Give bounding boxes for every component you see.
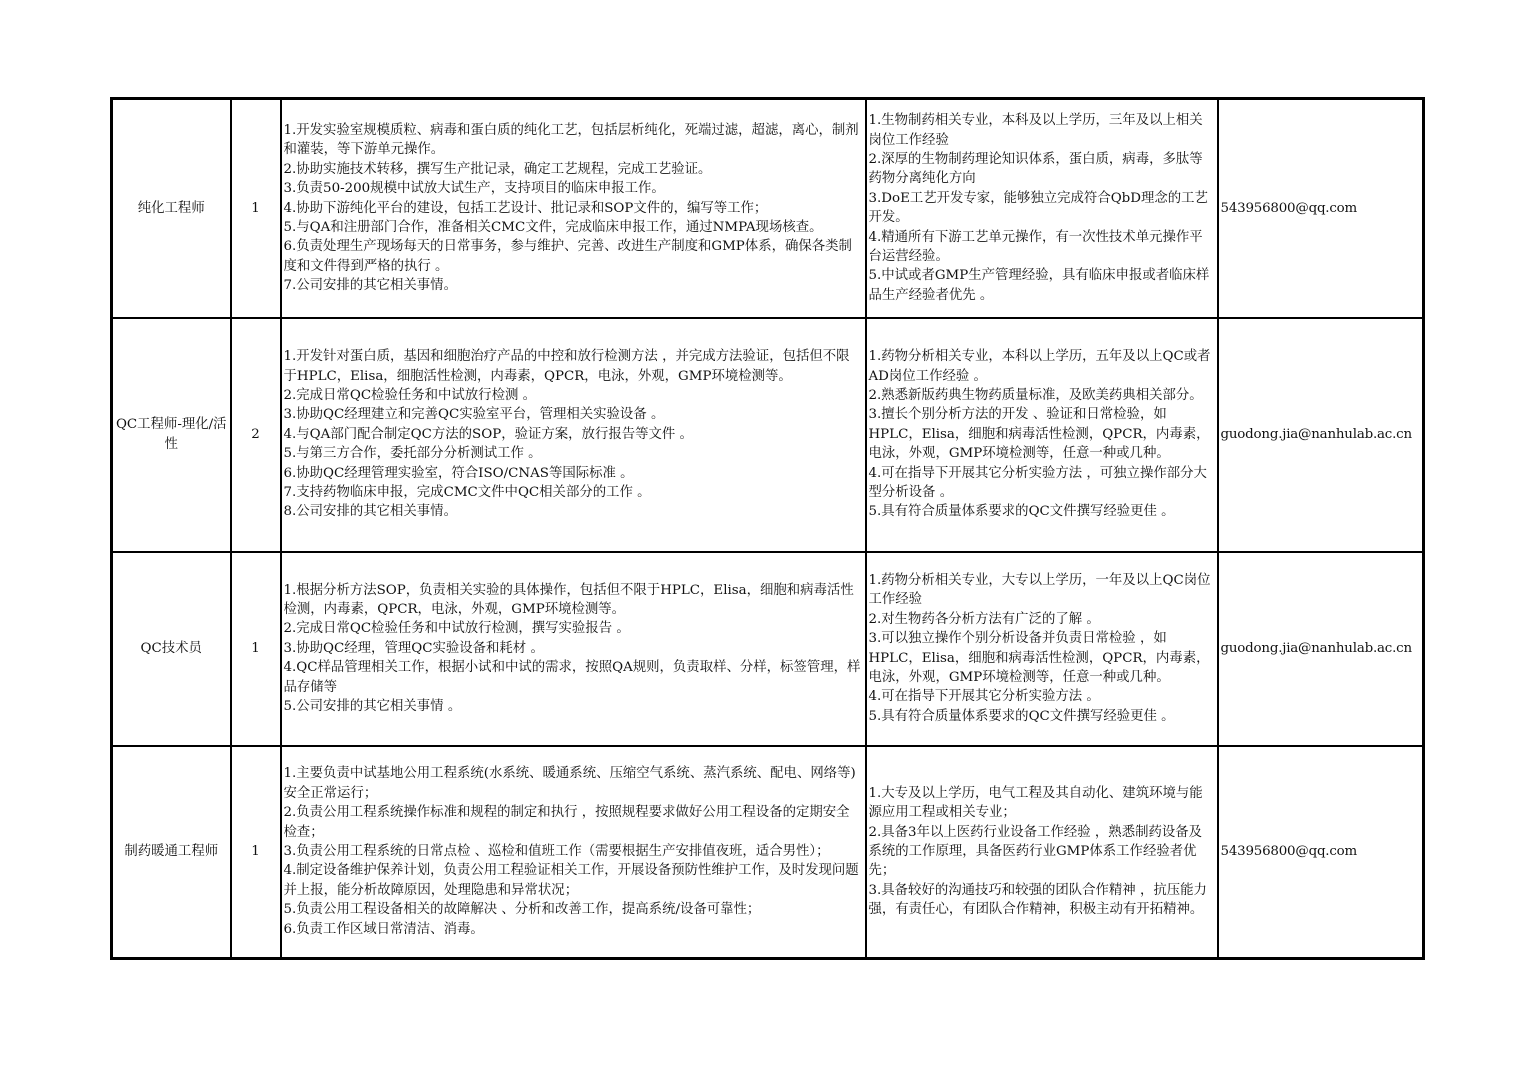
job-duties (281, 318, 866, 552)
requirement-line: 1.药物分析相关专业，大专以上学历，一年及以上QC岗位工作经验 (868, 572, 1211, 608)
duty-line: 3.负责50-200规模中试放大试生产，支持项目的临床申报工作。 (283, 181, 665, 197)
duty-line: 5.负责公用工程设备相关的故障解决 、分析和改善工作，提高系统/设备可靠性； (283, 902, 761, 918)
requirement-line: 1.生物制药相关专业，本科及以上学历，三年及以上相关岗位工作经验 (868, 113, 1203, 148)
requirement-line: 2.熟悉新版药典生物药质量标准，及欧美药典相关部分。 (868, 387, 1203, 403)
duty-line: 3.负责公用工程系统的日常点检 、巡检和值班工作（需要根据生产安排值夜班，适合男性）； (283, 844, 830, 860)
requirement-line: 5.具有符合质量体系要求的QC文件撰写经验更佳 。 (868, 708, 1175, 724)
duty-line: 6.负责处理生产现场每天的日常事务，参与维护、完善、改进生产制度和GMP体系，确保各类制度和文件得到严格的执行 。 (283, 239, 852, 274)
requirement-line: 2.深厚的生物制药理论知识体系，蛋白质，病毒，多肽等药物分离纯化方向 (868, 152, 1203, 187)
headcount: 2 (231, 318, 281, 552)
duty-line: 6.协助QC经理管理实验室，符合ISO/CNAS等国际标准 。 (283, 465, 634, 481)
duty-line: 2.完成日常QC检验任务和中试放行检测 。 (283, 387, 537, 403)
requirement-line: 4.可在指导下开展其它分析实验方法 ，可独立操作部分大型分析设备 。 (868, 465, 1207, 501)
duty-line: 1.开发针对蛋白质，基因和细胞治疗产品的中控和放行检测方法 ，并完成方法验证，包括但不限于HPLC，Elisa，细胞活性检测，内毒素，QPCR，电泳，外观，GMP环境检测等。 (283, 349, 850, 384)
job-requirements (866, 746, 1218, 959)
duty-line: 5.与QA和注册部门合作，准备相关CMC文件，完成临床申报工作，通过NMPA现场核查。 (283, 219, 823, 235)
job-requirements (866, 99, 1218, 318)
requirement-line: 4.可在指导下开展其它分析实验方法 。 (868, 689, 1100, 705)
duty-line: 1.开发实验室规模质粒、病毒和蛋白质的纯化工艺，包括层析纯化，死端过滤，超滤，离心，制剂和灌装，等下游单元操作。 (283, 122, 859, 158)
requirement-line: 3.具备较好的沟通技巧和较强的团队合作精神 ，抗压能力强，有责任心，有团队合作精神，积极主动有开拓精神。 (868, 882, 1207, 918)
job-title: QC工程师-理化/活性 (112, 318, 231, 552)
contact-email: 543956800@qq.com (1218, 99, 1424, 318)
requirement-line: 2.对生物药各分析方法有广泛的了解 。 (868, 611, 1100, 627)
duty-line: 1.主要负责中试基地公用工程系统(水系统、暖通系统、压缩空气系统、蒸汽系统、配电、网络等)安全正常运行； (283, 766, 856, 801)
job-duties (281, 746, 866, 959)
duty-line: 4.与QA部门配合制定QC方法的SOP，验证方案，放行报告等文件 。 (283, 426, 693, 442)
requirement-line: 4.精通所有下游工艺单元操作，有一次性技术单元操作平台运营经验。 (868, 229, 1203, 265)
requirement-line: 5.具有符合质量体系要求的QC文件撰写经验更佳 。 (868, 504, 1175, 520)
headcount: 1 (231, 99, 281, 318)
duty-line: 4.制定设备维护保养计划，负责公用工程验证相关工作，开展设备预防性维护工作，及时发现问题并上报，能分析故障原因，处理隐患和异常状况； (283, 863, 859, 898)
table-row (112, 552, 1424, 746)
job-title: 制药暖通工程师 (112, 746, 231, 959)
duty-line: 8.公司安排的其它相关事情。 (283, 504, 457, 520)
requirement-line: 2.具备3年以上医药行业设备工作经验 ，熟悉制药设备及系统的工作原理，具备医药行业GMP体系工作经验者优先； (868, 824, 1203, 879)
job-requirements (866, 318, 1218, 552)
duty-line: 2.协助实施技术转移，撰写生产批记录，确定工艺规程，完成工艺验证。 (283, 161, 712, 177)
duty-line: 6.负责工作区域日常清洁、消毒。 (283, 921, 484, 937)
headcount: 1 (231, 552, 281, 746)
duty-line: 2.负责公用工程系统操作标准和规程的制定和执行 ，按照规程要求做好公用工程设备的定期安全检查； (283, 805, 850, 840)
table-row (112, 746, 1424, 959)
duty-line: 7.公司安排的其它相关事情。 (283, 278, 457, 294)
headcount: 1 (231, 746, 281, 959)
duty-line: 4.协助下游纯化平台的建设，包括工艺设计、批记录和SOP文件的，编写等工作； (283, 200, 768, 216)
requirement-line: 3.DoE工艺开发专家，能够独立完成符合QbD理念的工艺开发。 (868, 190, 1208, 226)
table-row (112, 99, 1424, 318)
duty-line: 7.支持药物临床申报，完成CMC文件中QC相关部分的工作 。 (283, 485, 651, 501)
job-table (110, 97, 1425, 960)
requirement-line: 1.大专及以上学历，电气工程及其自动化、建筑环境与能源应用工程或相关专业； (868, 785, 1203, 821)
table-row (112, 318, 1424, 552)
job-title: 纯化工程师 (112, 99, 231, 318)
duty-line: 5.与第三方合作，委托部分分析测试工作 。 (283, 446, 542, 462)
requirement-line: 1.药物分析相关专业，本科以上学历，五年及以上QC或者AD岗位工作经验 。 (868, 349, 1211, 384)
duty-line: 2.完成日常QC检验任务和中试放行检测，撰写实验报告 。 (283, 621, 630, 637)
job-title: QC技术员 (112, 552, 231, 746)
duty-line: 3.协助QC经理，管理QC实验设备和耗材 。 (283, 640, 544, 656)
duty-line: 4.QC样品管理相关工作，根据小试和中试的需求，按照QA规则，负责取样、分样，标签管理，样品存储等 (283, 660, 861, 695)
job-duties (281, 99, 866, 318)
contact-email: guodong.jia@nanhulab.ac.cn (1218, 552, 1424, 746)
requirement-line: 3.可以独立操作个别分析设备并负责日常检验 ，如HPLC，Elisa，细胞和病毒活性检测，QPCR，内毒素，电泳，外观，GMP环境检测等，任意一种或几种。 (868, 631, 1210, 685)
contact-email: guodong.jia@nanhulab.ac.cn (1218, 318, 1424, 552)
job-duties (281, 552, 866, 746)
job-requirements (866, 552, 1218, 746)
duty-line: 3.协助QC经理建立和完善QC实验室平台，管理相关实验设备 。 (283, 407, 665, 423)
requirement-line: 5.中试或者GMP生产管理经验，具有临床申报或者临床样品生产经验者优先 。 (868, 268, 1210, 303)
requirement-line: 3.擅长个别分析方法的开发 、验证和日常检验，如HPLC，Elisa，细胞和病毒活性检测，QPCR，内毒素，电泳，外观，GMP环境检测等，任意一种或几种。 (868, 407, 1210, 462)
duty-line: 5.公司安排的其它相关事情 。 (283, 699, 462, 715)
duty-line: 1.根据分析方法SOP，负责相关实验的具体操作，包括但不限于HPLC，Elisa，细胞和病毒活性检测，内毒素，QPCR，电泳，外观，GMP环境检测等。 (283, 582, 854, 617)
contact-email: 543956800@qq.com (1218, 746, 1424, 959)
